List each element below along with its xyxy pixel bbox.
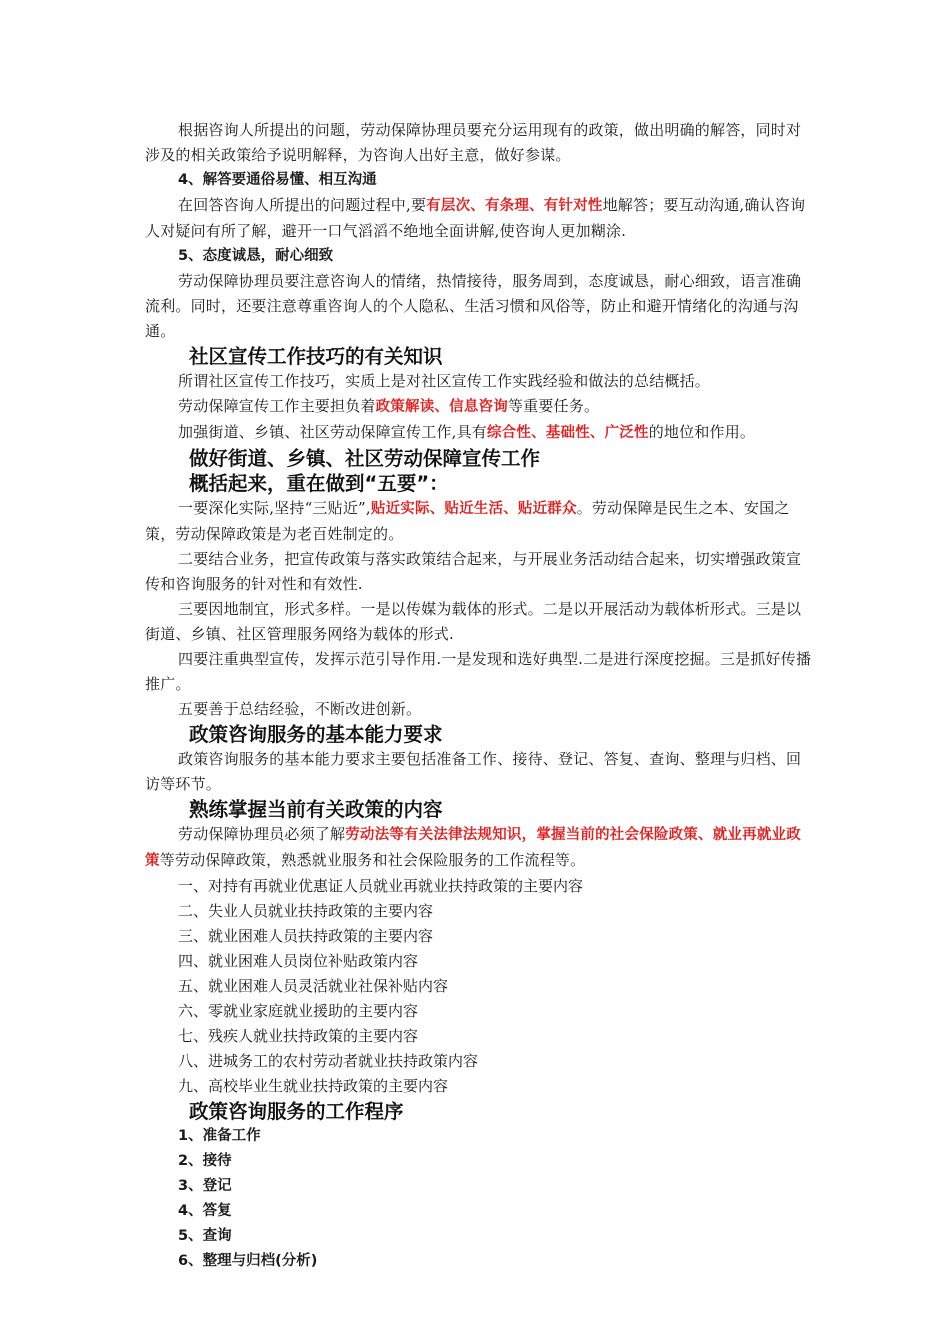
highlight-text: 政策解读 xyxy=(375,399,435,415)
subheading-sincere-attitude: 5、态度诚恳，耐心细致 xyxy=(178,248,334,264)
paragraph-second-must: 二要结合业务，把宣传政策与落实政策结合起来，与开展业务活动结合起来，切实增强政策宣传和咨询服务的针对性和有效性. xyxy=(145,550,802,593)
list-item: 四、就业困难人员岗位补贴政策内容 xyxy=(178,952,419,970)
section-heading-master-policy: 熟练掌握当前有关政策的内容 xyxy=(189,798,443,821)
list-item: 七、残疾人就业扶持政策的主要内容 xyxy=(178,1027,419,1045)
highlight-text: 劳动法等有关法律法规知识 xyxy=(345,827,522,843)
paragraph-attitude: 劳动保障协理员要注意咨询人的情绪，热情接待，服务周到，态度诚恳，耐心细致，语言准确流利。同时，还要注意尊重咨询人的个人隐私、生活习惯和风俗等，防止和避开情绪化的沟通与沟通。 xyxy=(145,272,802,340)
highlight-text: 有条理 xyxy=(484,198,530,214)
list-item: 二、失业人员就业扶持政策的主要内容 xyxy=(178,902,434,920)
list-item: 三、就业困难人员扶持政策的主要内容 xyxy=(178,927,434,945)
paragraph-basic-ability: 政策咨询服务的基本能力要求主要包括准备工作、接待、登记、答复、查询、整理与归档、回访等环节。 xyxy=(145,750,802,793)
section-heading-community-publicity: 社区宣传工作技巧的有关知识 xyxy=(189,345,443,368)
paragraph-master-policy: 劳动保障协理员必须了解劳动法等有关法律法规知识，掌握当前的社会保险政策、就业再就业政策等劳动保障政策，熟悉就业服务和社会保险服务的工作流程等。 xyxy=(145,825,801,869)
section-heading-work-procedure: 政策咨询服务的工作程序 xyxy=(189,1100,404,1123)
paragraph-publicity-tasks: 劳动保障宣传工作主要担负着政策解读、信息咨询等重要任务。 xyxy=(178,397,600,415)
list-item: 九、高校毕业生就业扶持政策的主要内容 xyxy=(178,1077,449,1095)
paragraph-first-must: 一要深化实际,坚持“三贴近”,贴近实际、贴近生活、贴近群众。劳动保障是民生之本、安国之策，劳动保障政策是为老百姓制定的。 xyxy=(145,499,790,543)
highlight-text: 有针对性 xyxy=(543,198,603,214)
subheading-easy-to-understand: 4、解答要通俗易懂、相互沟通 xyxy=(178,172,377,188)
paragraph-third-must: 三要因地制宜，形式多样。一是以传媒为载体的形式。二是以开展活动为载体析形式。三是以街道、乡镇、社区管理服务网络为载体的形式. xyxy=(145,600,802,643)
highlight-text: 掌握当前的社会保险政策 xyxy=(536,827,699,843)
highlight-text: 有层次 xyxy=(426,198,471,214)
procedure-step: 2、接待 xyxy=(178,1153,232,1169)
highlight-text: 贴近实际 xyxy=(370,501,430,517)
highlight-text: 贴近群众 xyxy=(517,501,577,517)
list-item: 八、进城务工的农村劳动者就业扶持政策内容 xyxy=(178,1052,479,1070)
procedure-step: 6、整理与归档(分析) xyxy=(178,1253,318,1269)
document-page xyxy=(145,118,815,1274)
highlight-text: 贴近生活 xyxy=(444,501,504,517)
highlight-text: 综合性 xyxy=(486,425,532,441)
procedure-step: 3、登记 xyxy=(178,1178,232,1194)
section-heading-basic-ability: 政策咨询服务的基本能力要求 xyxy=(189,723,443,746)
highlight-text: 就业再就业政策 xyxy=(145,827,801,869)
list-item: 五、就业困难人员灵活就业社保补贴内容 xyxy=(178,977,449,995)
procedure-step: 4、答复 xyxy=(178,1203,232,1219)
procedure-step: 5、查询 xyxy=(178,1228,232,1244)
section-heading-five-musts-1: 做好街道、乡镇、社区劳动保障宣传工作 xyxy=(189,447,541,470)
list-item: 六、零就业家庭就业援助的主要内容 xyxy=(178,1002,419,1020)
paragraph-publicity-role: 加强街道、乡镇、社区劳动保障宣传工作,具有综合性、基础性、广泛性的地位和作用。 xyxy=(178,423,756,441)
section-heading-five-musts-2: 概括起来，重在做到“五要”： xyxy=(189,472,449,495)
paragraph-fifth-must: 五要善于总结经验，不断改进创新。 xyxy=(178,700,422,718)
highlight-text: 基础性 xyxy=(545,425,590,441)
paragraph-communication: 在回答咨询人所提出的问题过程中,要有层次、有条理、有针对性地解答；要互动沟通,确认咨询人对疑问有所了解，避开一口气滔滔不绝地全面讲解,使咨询人更加糊涂. xyxy=(145,196,806,240)
list-item: 一、对持有再就业优惠证人员就业再就业扶持政策的主要内容 xyxy=(178,877,584,895)
highlight-text: 广泛性 xyxy=(604,425,649,441)
paragraph-answer-guidance: 根据咨询人所提出的问题，劳动保障协理员要充分运用现有的政策，做出明确的解答，同时对涉及的相关政策给予说明解释，为咨询人出好主意，做好参谋。 xyxy=(145,121,802,164)
procedure-step: 1、准备工作 xyxy=(178,1128,261,1144)
paragraph-publicity-definition: 所谓社区宣传工作技巧，实质上是对社区宣传工作实践经验和做法的总结概括。 xyxy=(178,372,711,390)
highlight-text: 信息咨询 xyxy=(449,399,508,415)
paragraph-fourth-must: 四要注重典型宣传，发挥示范引导作用.一是发现和选好典型.二是进行深度挖掘。三是抓好传播推广。 xyxy=(145,650,812,693)
